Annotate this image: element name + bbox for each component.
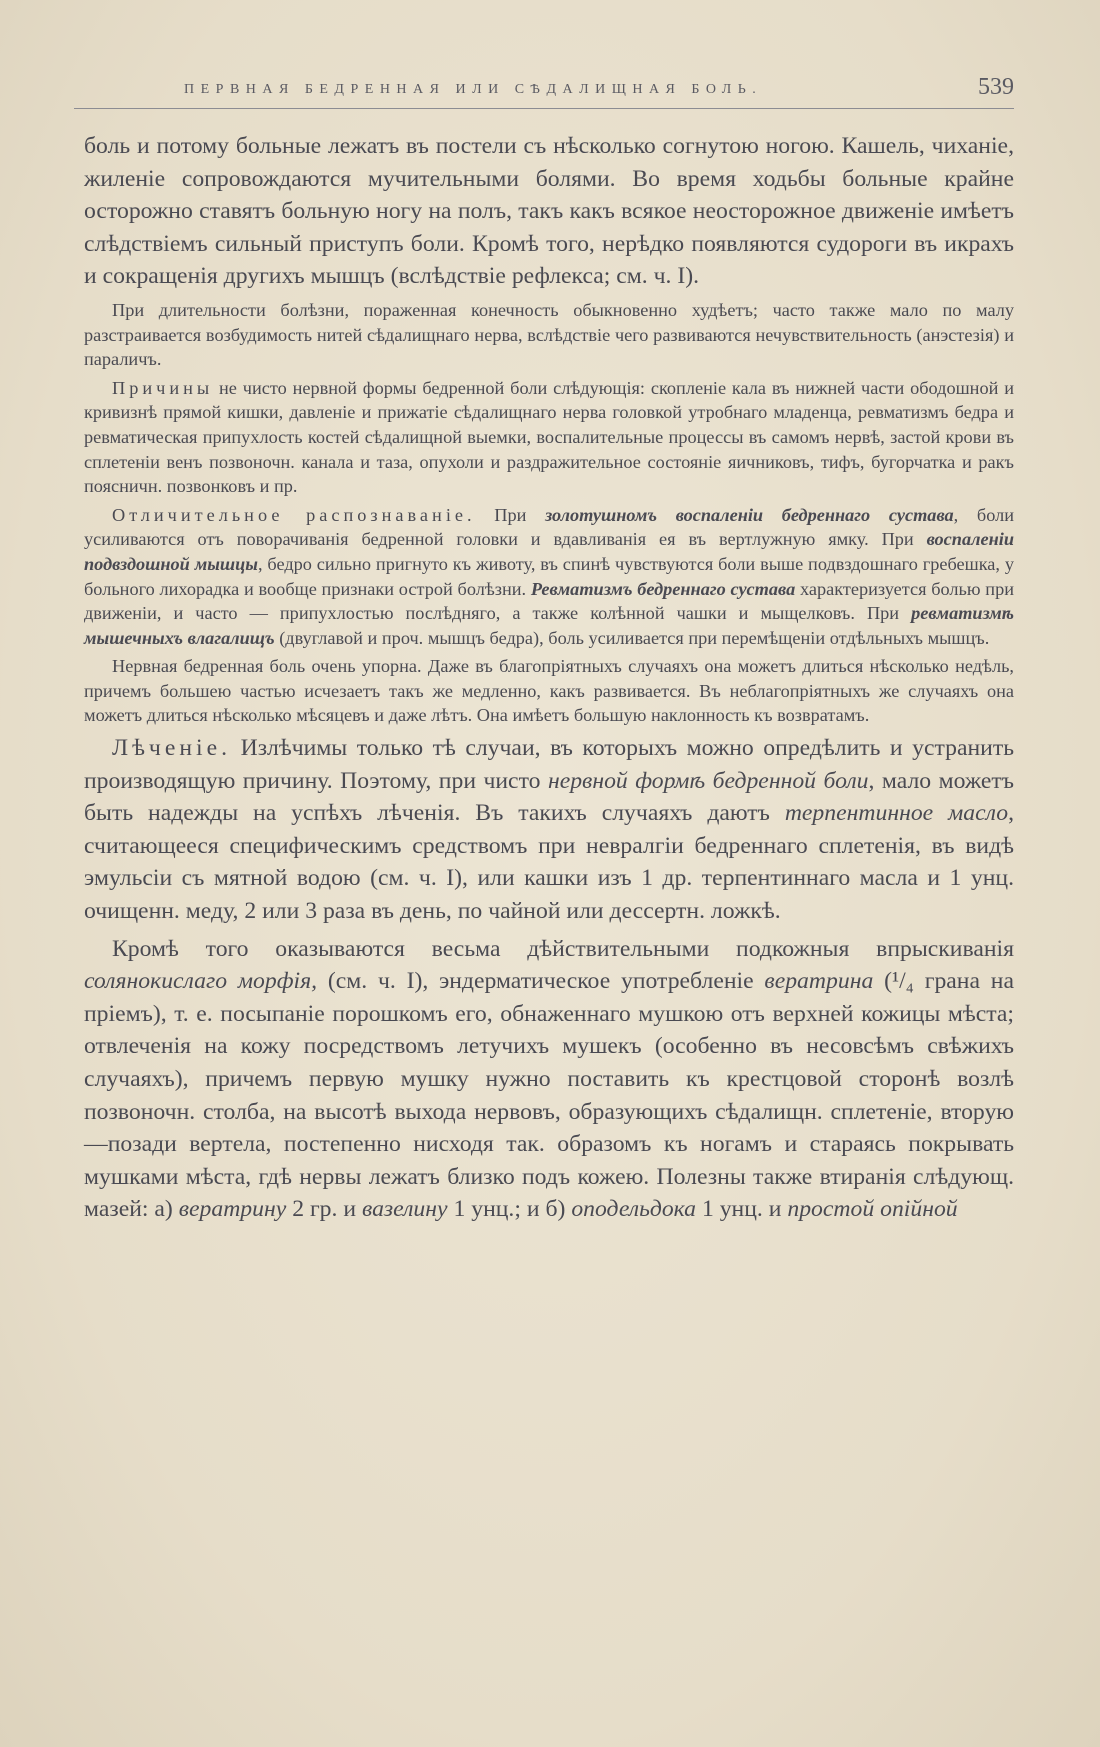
page-body: [84, 130, 1014, 1231]
italic-term: золотушномъ воспаленіи бедреннаго сустава: [545, 504, 954, 525]
section-heading-treatment: Лѣченіе.: [112, 735, 232, 762]
italic-term: Ревматизмъ бедреннаго сустава: [530, 578, 796, 599]
text-run: (¹/₄ грана на пріемъ), т. е. посыпаніе порошкомъ его, обнаженнаго мушкою отъ верхней кожицы мѣста; отвлеченія на кожу посредствомъ летучихъ мушекъ (особенно въ несовсѣмъ свѣжихъ случаяхъ), причемъ первую мушку нужно поставить къ крестцовой сторонѣ возлѣ позвоночн. столба, на высотѣ выхода нервовъ, образующихъ сѣдалищн. сплетеніе, вторую—позади вертела, постепенно нисходя так. образомъ къ ногамъ и стараясь покрывать мушками мѣста, гдѣ нервы лежатъ близко подъ кожею. Полезны также втиранія слѣдующ. мазей: а): [84, 968, 1014, 1223]
italic-term: оподельдока: [571, 1196, 697, 1223]
paragraph-prognosis: [84, 654, 1014, 728]
paragraph-text: не чисто нервной формы бедренной боли слѣдующія: скопленіе кала въ нижней части ободошной и кривизнѣ прямой кишки, давленіе и прижатіе сѣдалищнаго нерва головкой утробнаго младенца, ревматизмъ бедра и ревматическая припухлость костей сѣдалищной выемки, воспалительные процессы въ самомъ нервѣ, застой крови въ сплетеніи венъ позвоночн. канала и таза, опухоли и раздражительное состояніе яичниковъ, тифъ, бугорчатка и ракъ поясничн. позвонковъ и пр.: [84, 377, 1014, 497]
paragraph-text: При длительности болѣзни, пораженная конечность обыкновенно худѣетъ; часто также мало по малу разстраивается возбудимость нитей сѣдалищнаго нерва, вслѣдствіе чего развиваются нечувствительность (анэстезія) и параличъ.: [84, 299, 1014, 370]
italic-term: вератрина: [764, 968, 874, 995]
paragraph-treatment-continued: [84, 933, 1014, 1226]
text-run: 2 гр. и: [286, 1196, 362, 1223]
paragraph-causes: [84, 376, 1014, 499]
text-run: (см. ч. I), эндерматическое употребленіе: [317, 968, 765, 995]
paragraph-differential-diagnosis: [84, 503, 1014, 651]
text-run: (двуглавой и проч. мышцъ бедра), боль усиливается при перемѣщеніи отдѣльныхъ мышцъ.: [274, 627, 990, 648]
italic-term: простой опійной: [787, 1196, 958, 1223]
text-run: 1 унц.; и б): [447, 1196, 572, 1223]
italic-term: терпентинное масло: [784, 800, 1009, 827]
text-run: , мало можетъ быть надежды на успѣхъ лѣченія. Въ такихъ случаяхъ даютъ: [84, 767, 1015, 827]
text-run: , бедро сильно пригнуто къ животу, въ спинѣ чувствуются боли выше подвздошнаго гребешка, у больного лихорадка и вообще признаки острой болѣзни.: [84, 553, 1014, 599]
paragraph-treatment: [84, 732, 1014, 928]
text-run: , боли усиливаются отъ поворачиванія бедренной головки и вдавливанія ея въ вертлужную ямку. При: [84, 504, 1014, 550]
text-run: , считающееся специфическимъ средствомъ при невралгіи бедреннаго сплетенія, въ видѣ эмульсіи съ мятной водою (см. ч. I), или кашки изъ 1 др. терпентиннаго масла и 1 унц. очищенн. меду, 2 или 3 раза въ день, по чайной или дессертн. ложкѣ.: [84, 800, 1014, 925]
text-run: Кромѣ того оказываются весьма дѣйствительными подкожныя впрыскиванія: [112, 935, 1014, 962]
text-run: Излѣчимы только тѣ случаи, въ которыхъ можно опредѣлить и устранить производящую причину. Поэтому, при чисто: [84, 735, 1014, 794]
paragraph-chronic-course: [84, 298, 1014, 372]
italic-term: солянокислаго морфія,: [84, 968, 318, 995]
page-number: 539: [978, 74, 1014, 100]
section-heading-diagnosis: Отличительное распознаваніе.: [112, 504, 476, 525]
paragraph-symptoms: [84, 130, 1014, 293]
running-title: ПЕРВНАЯ БЕДРЕННАЯ ИЛИ СѢДАЛИЩНАЯ БОЛЬ.: [184, 82, 763, 97]
text-run: При: [475, 504, 546, 525]
paragraph-text: боль и потому больные лежатъ въ постели съ нѣсколько согнутою ногою. Кашель, чиханіе, жиленіе сопровождаются мучительными болями. Во время ходьбы больные крайне осторожно ставятъ больную ногу на полъ, такъ какъ всякое неосторожное движеніе имѣетъ слѣдствіемъ сильный приступъ боли. Кромѣ того, нерѣдко появляются судороги въ икрахъ и сокращенія другихъ мышцъ (вслѣдствіе рефлекса; см. ч. I).: [84, 133, 1014, 290]
italic-term: вазелину: [361, 1196, 448, 1223]
page-header: [74, 74, 1014, 109]
text-run: 1 унц. и: [696, 1196, 788, 1223]
text-run: характеризуется болью при движеніи, и часто — припухлостью послѣдняго, а также колѣнной чашки и мыщелковъ. При: [84, 578, 1015, 624]
italic-term: ревматизмѣ мышечныхъ влагалищъ: [84, 603, 1014, 648]
italic-term: нервной формѣ бедренной боли: [547, 767, 869, 794]
italic-term: воспаленіи подвздошной мышцы: [84, 529, 1014, 574]
section-heading-causes: Причины: [112, 377, 214, 398]
italic-term: вератрину: [178, 1196, 287, 1223]
paragraph-text: Нервная бедренная боль очень упорна. Даже въ благопріятныхъ случаяхъ она можетъ длиться нѣсколько недѣль, причемъ большею частью исчезаетъ такъ же медленно, какъ развивается. Въ неблагопріятныхъ же случаяхъ она можетъ длиться нѣсколько мѣсяцевъ и даже лѣтъ. Она имѣетъ большую наклонность къ возвратамъ.: [84, 656, 1014, 726]
